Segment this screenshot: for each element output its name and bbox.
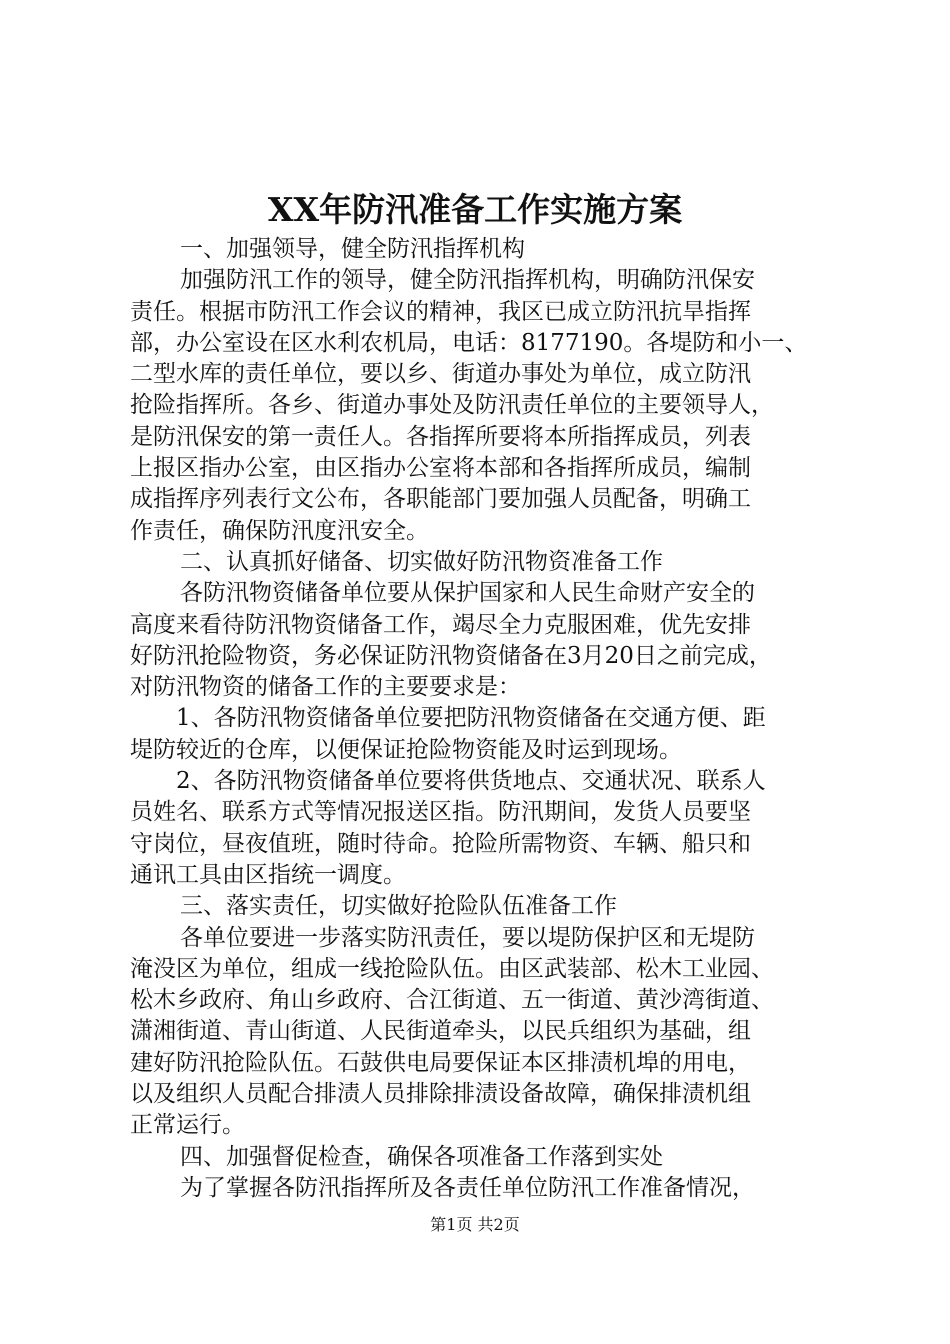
section-heading-3: 三、落实责任，切实做好抢险队伍准备工作: [180, 893, 617, 920]
paragraph-line: 各单位要进一步落实防汛责任，要以堤防保护区和无堤防: [180, 924, 755, 951]
paragraph-line: 对防汛物资的储备工作的主要要求是：: [130, 674, 521, 701]
paragraph-line: 成指挥序列表行文公布，各职能部门要加强人员配备，明确工: [130, 486, 751, 513]
paragraph-line: 责任。根据市防汛工作会议的精神，我区已成立防汛抗旱指挥: [130, 298, 751, 325]
paragraph-line: 部，办公室设在区水利农机局，电话：8177190。各堤防和小一、: [130, 329, 808, 356]
paragraph-line: 堤防较近的仓库，以便保证抢险物资能及时运到现场。: [130, 736, 682, 763]
paragraph-line: 加强防汛工作的领导，健全防汛指挥机构，明确防汛保安: [180, 267, 755, 294]
document-body: [130, 234, 820, 1204]
paragraph-line: 松木乡政府、角山乡政府、合江街道、五一街道、黄沙湾街道、: [130, 987, 774, 1014]
paragraph-line: 各防汛物资储备单位要从保护国家和人民生命财产安全的: [180, 580, 755, 607]
section-heading-4: 四、加强督促检查，确保各项准备工作落到实处: [180, 1143, 663, 1170]
paragraph-line: 高度来看待防汛物资储备工作，竭尽全力克服困难，优先安排: [130, 611, 751, 638]
paragraph-line: 正常运行。: [130, 1112, 245, 1139]
paragraph-line: 为了掌握各防汛指挥所及各责任单位防汛工作准备情况，: [180, 1174, 755, 1201]
paragraph-line: 建好防汛抢险队伍。石鼓供电局要保证本区排渍机埠的用电，: [130, 1049, 751, 1076]
document-title: XX年防汛准备工作实施方案: [267, 190, 683, 229]
section-heading-1: 一、加强领导，健全防汛指挥机构: [180, 236, 525, 262]
paragraph-line: 潇湘街道、青山街道、人民街道牵头，以民兵组织为基础，组: [130, 1018, 751, 1045]
section-heading-2: 二、认真抓好储备、切实做好防汛物资准备工作: [180, 548, 663, 575]
paragraph-line: 员姓名、联系方式等情况报送区指。防汛期间，发货人员要坚: [130, 799, 751, 826]
page-footer: 第1页 共2页: [430, 1215, 520, 1234]
paragraph-line: 好防汛抢险物资，务必保证防汛物资储备在3月20日之前完成，: [130, 642, 772, 669]
paragraph-line: 淹没区为单位，组成一线抢险队伍。由区武装部、松木工业园、: [130, 955, 774, 982]
paragraph-line: 二型水库的责任单位，要以乡、街道办事处为单位，成立防汛: [130, 361, 751, 388]
paragraph-line: 作责任，确保防汛度汛安全。: [130, 517, 429, 544]
list-item-1: 1、各防汛物资储备单位要把防汛物资储备在交通方便、距: [176, 705, 766, 732]
paragraph-line: 是防汛保安的第一责任人。各指挥所要将本所指挥成员，列表: [130, 423, 751, 450]
list-item-2: 2、各防汛物资储备单位要将供货地点、交通状况、联系人: [176, 768, 766, 795]
paragraph-line: 守岗位，昼夜值班，随时待命。抢险所需物资、车辆、船只和: [130, 830, 751, 857]
paragraph-line: 上报区指办公室，由区指办公室将本部和各指挥所成员，编制: [130, 455, 751, 482]
paragraph-line: 抢险指挥所。各乡、街道办事处及防汛责任单位的主要领导人，: [130, 392, 774, 419]
paragraph-line: 以及组织人员配合排渍人员排除排渍设备故障，确保排渍机组: [130, 1081, 751, 1108]
paragraph-line: 通讯工具由区指统一调度。: [130, 861, 406, 888]
